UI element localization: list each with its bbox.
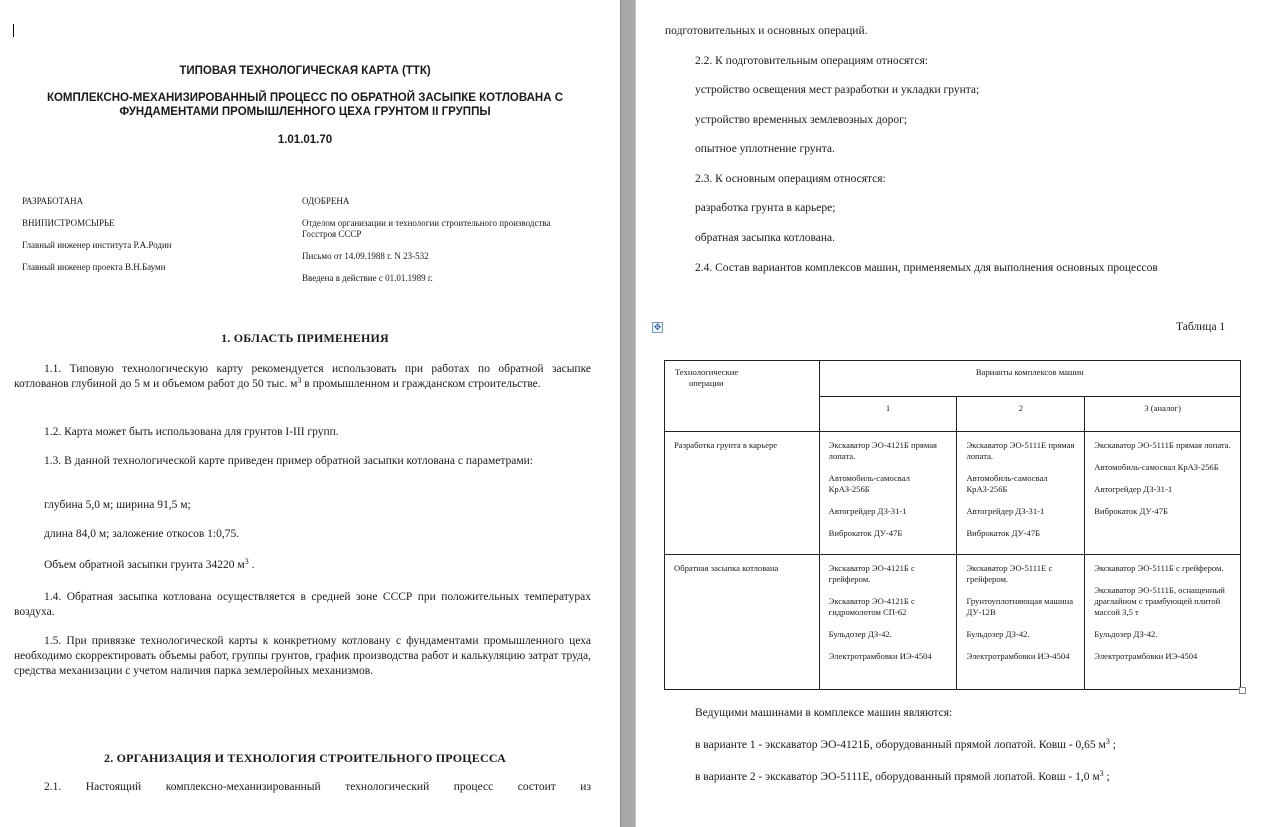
paragraph-1-1: 1.1. Типовую технологическую карту рекомендуется использовать при работах по обратной засыпке котлованов глубиной до 5 м и объемом работ до 50 тыс. $м^3$ в промышленном и гражданском строительстве. <box>14 363 591 390</box>
paragraph-2-2: 2.2. К подготовительным операциям относятся: <box>695 55 929 67</box>
document-page-left[interactable] <box>0 0 620 827</box>
paragraph-2-1-end: подготовительных и основных операций. <box>665 25 868 37</box>
doc-title-line1: КОМПЛЕКСНО-МЕХАНИЗИРОВАННЫЙ ПРОЦЕСС ПО ОБРАТНОЙ ЗАСЫПКЕ КОТЛОВАНА С <box>46 92 564 104</box>
doc-title-line2: ФУНДАМЕНТАМИ ПРОМЫШЛЕННОГО ЦЕХА ГРУНТОМ II ГРУППЫ <box>119 106 491 118</box>
table-move-handle-icon[interactable]: ✥ <box>653 322 662 332</box>
doc-type-heading: ТИПОВАЯ ТЕХНОЛОГИЧЕСКАЯ КАРТА (ТТК) <box>179 65 431 77</box>
table-header-variant-3: 3 (аналог) <box>1085 397 1241 432</box>
approved-letter: Письмо от 14.09.1988 г. N 23-532 <box>302 251 429 261</box>
paragraph-2-1-start: 2.1. Настоящий комплексно-механизированный технологический процесс состоит из <box>44 781 591 793</box>
approved-effective-date: Введена в действие с 01.01.1989 г. <box>302 273 433 283</box>
developed-org: ВНИПИСТРОМСЫРЬЕ <box>22 218 115 228</box>
page-gutter <box>620 0 636 827</box>
table-cell-variant-2: Экскаватор ЭО-5111Е с грейфером. Грунтоуплотняющая машина ДУ-12В Бульдозер ДЗ-42. Электротрамбовки ИЭ-4504 <box>957 555 1085 690</box>
approved-heading: ОДОБРЕНА <box>302 196 350 206</box>
chief-engineer-project: Главный инженер проекта В.Н.Баумн <box>22 262 166 272</box>
backfill-volume: Объем обратной засыпки грунта 34220 $м^3$ . <box>44 557 255 571</box>
approved-org-line2: Госстроя СССР <box>302 229 362 239</box>
leading-machine-variant-2: в варианте 2 - экскаватор ЭО-5111Е, оборудованный прямой лопатой. Ковш - 1,0 $м^3$ ; <box>695 769 1110 783</box>
table-resize-handle[interactable] <box>1239 687 1246 694</box>
approved-org-line1: Отделом организации и технологии строительного производства <box>302 218 551 228</box>
table-header-operations: Технологические операции <box>665 361 820 432</box>
paragraph-1-3: 1.3. В данной технологической карте приведен пример обратной засыпки котлована с параметрами: <box>44 455 533 467</box>
table-cell-variant-2: Экскаватор ЭО-5111Е прямая лопата. Автомобиль-самосвал КрАЗ-256Б Автогрейдер ДЗ-31-1 Виброкаток ДУ-47Б <box>957 432 1085 555</box>
prep-operation-1: устройство освещения мест разработки и укладки грунта; <box>695 84 980 96</box>
table-caption: Таблица 1 <box>1176 321 1226 333</box>
leading-machine-variant-1: в варианте 1 - экскаватор ЭО-4121Б, оборудованный прямой лопатой. Ковш - 0,65 $м^3$ ; <box>695 737 1116 751</box>
document-page-right[interactable] <box>636 0 1261 827</box>
machine-sets-table <box>664 360 1241 690</box>
paragraph-1-5: 1.5. При привязке технологической карты к конкретному котловану с фундаментами промышленного цеха необходимо скорректировать объемы работ, группы грунтов, график производства работ и калькуляцию затрат труда, средства механизации с учетом наличия парка землеройных механизмов. <box>14 635 591 677</box>
table-header-variant-2: 2 <box>957 397 1085 432</box>
main-operation-1: разработка грунта в карьере; <box>695 202 836 214</box>
paragraph-2-3: 2.3. К основным операциям относятся: <box>695 173 886 185</box>
chief-engineer-institute: Главный инженер института Р.А.Родин <box>22 240 172 250</box>
table-cell-variant-1: Экскаватор ЭО-4121Б с грейфером. Экскаватор ЭО-4121Б с гидромолотом СП-62 Бульдозер ДЗ-42. Электротрамбовки ИЭ-4504 <box>819 555 957 690</box>
table-header-variant-1: 1 <box>819 397 957 432</box>
prep-operation-2: устройство временных землевозных дорог; <box>695 114 908 126</box>
section2-heading: 2. ОРГАНИЗАЦИЯ И ТЕХНОЛОГИЯ СТРОИТЕЛЬНОГО ПРОЦЕССА <box>104 751 506 765</box>
table-cell-operation: Разработка грунта в карьере <box>665 432 820 555</box>
parameter-depth-width: глубина 5,0 м; ширина 91,5 м; <box>44 499 191 511</box>
main-operation-2: обратная засыпка котлована. <box>695 232 835 244</box>
paragraph-1-4: 1.4. Обратная засыпка котлована осуществляется в средней зоне СССР при положительных температурах воздуха. <box>14 591 591 618</box>
section1-heading: 1. ОБЛАСТЬ ПРИМЕНЕНИЯ <box>221 331 389 345</box>
table-cell-variant-1: Экскаватор ЭО-4121Б прямая лопата. Автомобиль-самосвал КрАЗ-256Б Автогрейдер ДЗ-31-1 Виброкаток ДУ-47Б <box>819 432 957 555</box>
paragraph-2-4: 2.4. Состав вариантов комплексов машин, применяемых для выполнения основных процессов <box>695 262 1158 274</box>
developed-heading: РАЗРАБОТАНА <box>22 196 84 206</box>
doc-code: 1.01.01.70 <box>277 134 333 146</box>
table-cell-variant-3: Экскаватор ЭО-5111Б прямая лопата. Автомобиль-самосвал КрАЗ-256Б Автогрейдер ДЗ-31-1 Виброкаток ДУ-47Б <box>1085 432 1241 555</box>
parameter-length-slope: длина 84,0 м; заложение откосов 1:0,75. <box>44 528 240 540</box>
table-row <box>665 555 1241 690</box>
table-header-variants: Варианты комплексов машин <box>819 361 1240 397</box>
leading-machines-intro: Ведущими машинами в комплексе машин являются: <box>695 707 953 719</box>
table-cell-operation: Обратная засыпка котлована <box>665 555 820 690</box>
table-row <box>665 432 1241 555</box>
prep-operation-3: опытное уплотнение грунта. <box>695 143 835 155</box>
table-cell-variant-3: Экскаватор ЭО-5111Б с грейфером. Экскаватор ЭО-5111Б, оснащенный драглайном с трамбующей плитой массой 3,5 т Бульдозер ДЗ-42. Электротрамбовки ИЭ-4504 <box>1085 555 1241 690</box>
text-cursor <box>13 24 14 37</box>
paragraph-1-2: 1.2. Карта может быть использована для грунтов I-III групп. <box>44 426 339 438</box>
